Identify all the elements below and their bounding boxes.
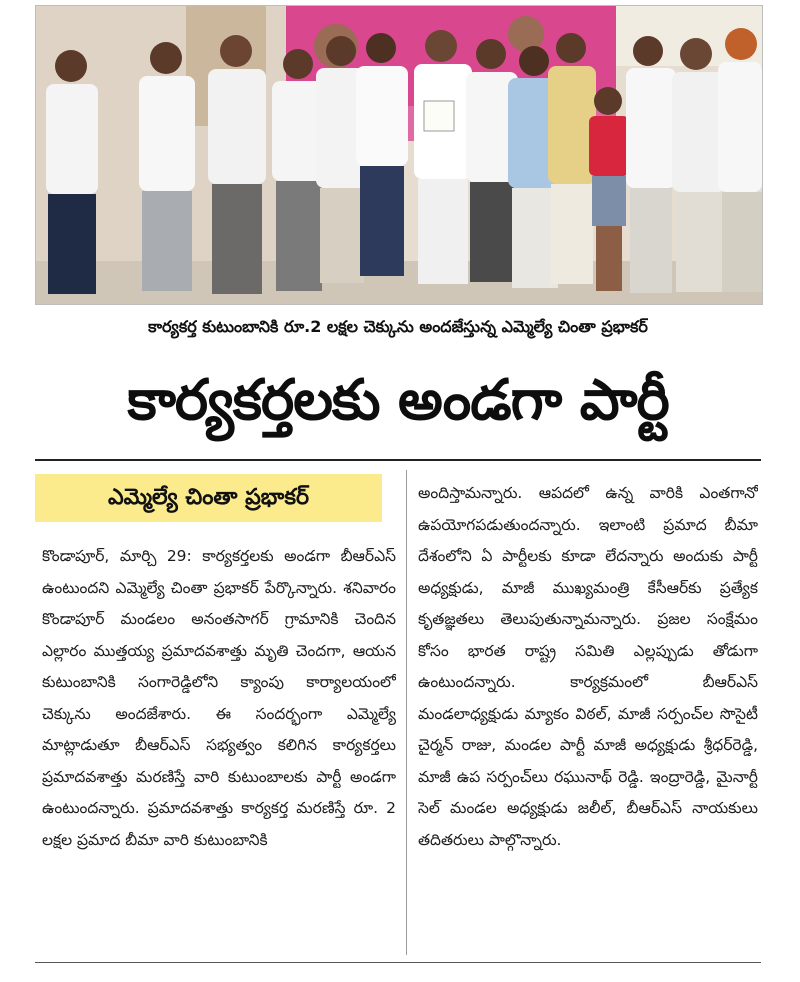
subheadline: ఎమ్మెల్యే చింతా ప్రభాకర్ [35,474,382,522]
news-photo [35,5,763,305]
divider [35,962,761,963]
photo-caption: కార్యకర్త కుటుంబానికి రూ.2 లక్షల చెక్కును అందజేస్తున్న ఎమ్మెల్యే చింతా ప్రభాకర్ [148,317,648,336]
divider [35,459,761,461]
headline: కార్యకర్తలకు అండగా పార్టీ [127,368,669,433]
article-body-left-column: కొండాపూర్, మార్చి 29: కార్యకర్తలకు అండగా బీఆర్ఎస్ ఉంటుందని ఎమ్మెల్యే చింతా ప్రభాకర్ పేర్కొన్నారు. శనివారం కొండాపూర్ మండలం అనంతసాగర్ గ్రామానికి చెందిన ఎల్లారం ముత్తయ్య ప్రమాదవశాత్తు మృతి చెందగా, ఆయన కుటుంబానికి సంగారెడ్డిలోని క్యాంపు కార్యాలయంలో చెక్కును అందజేశారు. ఈ సందర్భంగా ఎమ్మెల్యే మాట్లాడుతూ బీఆర్ఎస్ సభ్యత్వం కలిగిన కార్యకర్తలు ప్రమాదవశాత్తు మరణిస్తే వారి కుటుంబాలకు పార్టీ అండగా ఉంటుందన్నారు. ప్రమాదవశాత్తు కార్యకర్త మరణిస్తే రూ. 2 లక్షల ప్రమాద బీమా వారి కుటుంబానికి [42,547,396,849]
article-body-right-column: అందిస్తామన్నారు. ఆపదలో ఉన్న వారికి ఎంతగానో ఉపయోగపడుతుందన్నారు. ఇలాంటి ప్రమాద బీమా దేశంలోని ఏ పార్టీలకు కూడా లేదన్నారు అందుకు పార్టీ అధ్యక్షుడు, మాజీ ముఖ్యమంత్రి కేసీఆర్‌కు ప్రత్యేక కృతజ్ఞతలు తెలుపుతున్నామన్నారు. ప్రజల సంక్షేమం కోసం భారత రాష్ట్ర సమితి ఎల్లప్పుడు తోడుగా ఉంటుందన్నారు. కార్యక్రమంలో బీఆర్ఎస్ మండలాధ్యక్షుడు మ్యాకం విఠల్, మాజీ సర్పంచ్‌ల సొసైటీ చైర్మన్ రాజు, మండల పార్టీ మాజీ అధ్యక్షుడు శ్రీధర్‌రెడ్డి, మాజీ ఉప సర్పంచ్‌లు రఘునాథ్ రెడ్డి. ఇంద్రారెడ్డి, మైనార్టీ సెల్ మండల అధ్యక్షుడు జలీల్, బీఆర్ఎస్ నాయకులు తదితరులు పాల్గొన్నారు. [418,484,758,849]
column-divider [406,470,407,955]
